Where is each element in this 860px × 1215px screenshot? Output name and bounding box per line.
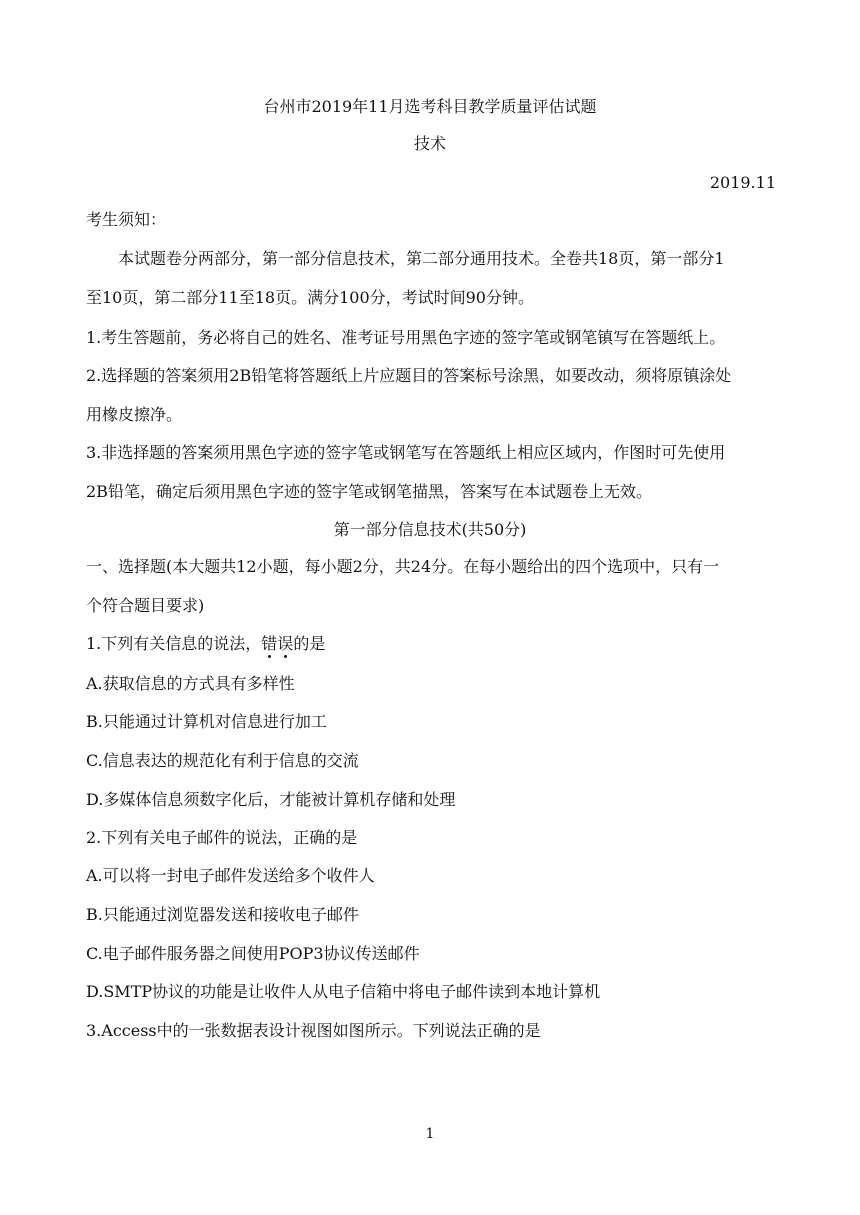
- notice-intro-1: 本试题卷分两部分，第一部分信息技术，第二部分通用技术。全卷共18页，第一部分1: [118, 249, 725, 268]
- question-2-option-b: B.只能通过浏览器发送和接收电子邮件: [86, 905, 359, 924]
- notice-item-3a: 3.非选择题的答案须用黑色字迹的签字笔或钢笔写在答题纸上相应区域内，作图时可先使用: [86, 443, 726, 462]
- notice-heading: 考生须知：: [86, 210, 167, 229]
- question-1-option-a: A.获取信息的方式具有多样性: [86, 674, 295, 693]
- question-2-option-c: C.电子邮件服务器之间使用POP3协议传送邮件: [86, 944, 420, 963]
- section-instructions-2: 个符合题目要求): [86, 596, 205, 615]
- question-1-stem: 1.下列有关信息的说法，错误的是: [86, 634, 326, 653]
- notice-item-2a: 2.选择题的答案须用2B铅笔将答题纸上片应题目的答案标号涂黑，如要改动，须将原镇涂处: [86, 366, 732, 385]
- notice-intro-2: 至10页，第二部分11至18页。满分100分，考试时间90分钟。: [86, 288, 534, 307]
- page-number: 1: [425, 1126, 435, 1142]
- emphasis-char: 误: [277, 634, 294, 653]
- question-2-option-a: A.可以将一封电子邮件发送给多个收件人: [86, 866, 375, 885]
- notice-item-3b: 2B铅笔，确定后须用黑色字迹的签字笔或钢笔描黑，答案写在本试题卷上无效。: [86, 482, 652, 501]
- question-1-option-b: B.只能通过计算机对信息进行加工: [86, 712, 327, 731]
- question-2-stem: 2.下列有关电子邮件的说法，正确的是: [86, 828, 358, 847]
- notice-item-2b: 用橡皮擦净。: [86, 405, 183, 424]
- part1-title: 第一部分信息技术(共50分): [333, 520, 527, 539]
- emphasis-char: 错: [261, 634, 278, 653]
- subject-title: 技术: [413, 134, 446, 153]
- question-3-stem: 3.Access中的一张数据表设计视图如图所示。下列说法正确的是: [86, 1021, 541, 1040]
- exam-title: 台州市2019年11月选考科目教学质量评估试题: [263, 97, 597, 116]
- question-1-option-c: C.信息表达的规范化有利于信息的交流: [86, 751, 359, 770]
- notice-item-1: 1.考生答题前，务必将自己的姓名、准考证号用黑色字迹的签字笔或钢笔镇写在答题纸上。: [86, 328, 726, 347]
- section-instructions-1: 一、选择题(本大题共12小题，每小题2分，共24分。在每小题给出的四个选项中，只有一: [86, 557, 720, 576]
- question-1-option-d: D.多媒体信息须数字化后，才能被计算机存储和处理: [86, 790, 456, 809]
- exam-date: 2019.11: [709, 173, 776, 192]
- question-2-option-d: D.SMTP协议的功能是让收件人从电子信箱中将电子邮件读到本地计算机: [86, 982, 601, 1001]
